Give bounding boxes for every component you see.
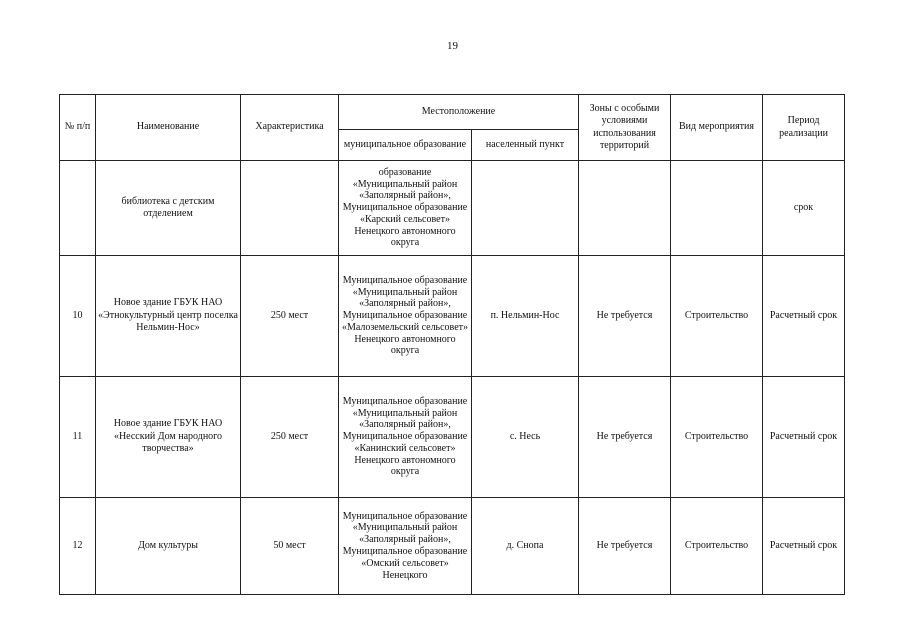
header-num: № п/п bbox=[60, 95, 96, 161]
table-row bbox=[60, 498, 845, 595]
header-name: Наименование bbox=[96, 95, 241, 161]
cell-name: Новое здание ГБУК НАО «Несский Дом народного творчества» bbox=[96, 377, 241, 498]
cell-name: библиотека с детским отделением bbox=[96, 161, 241, 256]
cell-zones: Не требуется bbox=[579, 256, 671, 377]
cell-name: Новое здание ГБУК НАО «Этнокультурный центр поселка Нельмин-Нос» bbox=[96, 256, 241, 377]
header-location: Местоположение bbox=[339, 95, 579, 130]
cell-municipal: Муниципальное образование «Муниципальный район «Заполярный район», Муниципальное образование «Омский сельсовет» Ненецкого bbox=[339, 498, 472, 595]
cell-settlement: п. Нельмин-Нос bbox=[472, 256, 579, 377]
cell-zones: Не требуется bbox=[579, 498, 671, 595]
header-zones: Зоны с особыми условиями использования территорий bbox=[579, 95, 671, 161]
cell-zones bbox=[579, 161, 671, 256]
cell-num bbox=[60, 161, 96, 256]
header-municipal: муниципальное образование bbox=[339, 130, 472, 161]
cell-num: 12 bbox=[60, 498, 96, 595]
cell-municipal: Муниципальное образование «Муниципальный район «Заполярный район», Муниципальное образование «Канинский сельсовет» Ненецкого автономного округа bbox=[339, 377, 472, 498]
table-row bbox=[60, 256, 845, 377]
cell-municipal: образование «Муниципальный район «Заполярный район», Муниципальное образование «Карский сельсовет» Ненецкого автономного округа bbox=[339, 161, 472, 256]
cell-period: срок bbox=[763, 161, 845, 256]
header-period: Период реализации bbox=[763, 95, 845, 161]
cell-name: Дом культуры bbox=[96, 498, 241, 595]
header-row bbox=[60, 95, 845, 130]
table-row bbox=[60, 161, 845, 256]
cell-activity: Строительство bbox=[671, 377, 763, 498]
cell-characteristic: 250 мест bbox=[241, 256, 339, 377]
header-activity: Вид мероприятия bbox=[671, 95, 763, 161]
cell-characteristic bbox=[241, 161, 339, 256]
page-number: 19 bbox=[447, 40, 458, 52]
cell-characteristic: 250 мест bbox=[241, 377, 339, 498]
cell-period: Расчетный срок bbox=[763, 498, 845, 595]
header-settlement: населенный пункт bbox=[472, 130, 579, 161]
header-characteristic: Характеристика bbox=[241, 95, 339, 161]
cell-period: Расчетный срок bbox=[763, 256, 845, 377]
cell-settlement: с. Несь bbox=[472, 377, 579, 498]
cell-num: 10 bbox=[60, 256, 96, 377]
cell-activity bbox=[671, 161, 763, 256]
cell-activity: Строительство bbox=[671, 256, 763, 377]
cell-activity: Строительство bbox=[671, 498, 763, 595]
cell-municipal: Муниципальное образование «Муниципальный район «Заполярный район», Муниципальное образование «Малоземельский сельсовет» Ненецкого автономного округа bbox=[339, 256, 472, 377]
table-row bbox=[60, 377, 845, 498]
cell-period: Расчетный срок bbox=[763, 377, 845, 498]
cell-settlement bbox=[472, 161, 579, 256]
cell-num: 11 bbox=[60, 377, 96, 498]
cell-zones: Не требуется bbox=[579, 377, 671, 498]
cell-settlement: д. Снопа bbox=[472, 498, 579, 595]
cell-characteristic: 50 мест bbox=[241, 498, 339, 595]
facilities-table bbox=[59, 94, 845, 595]
